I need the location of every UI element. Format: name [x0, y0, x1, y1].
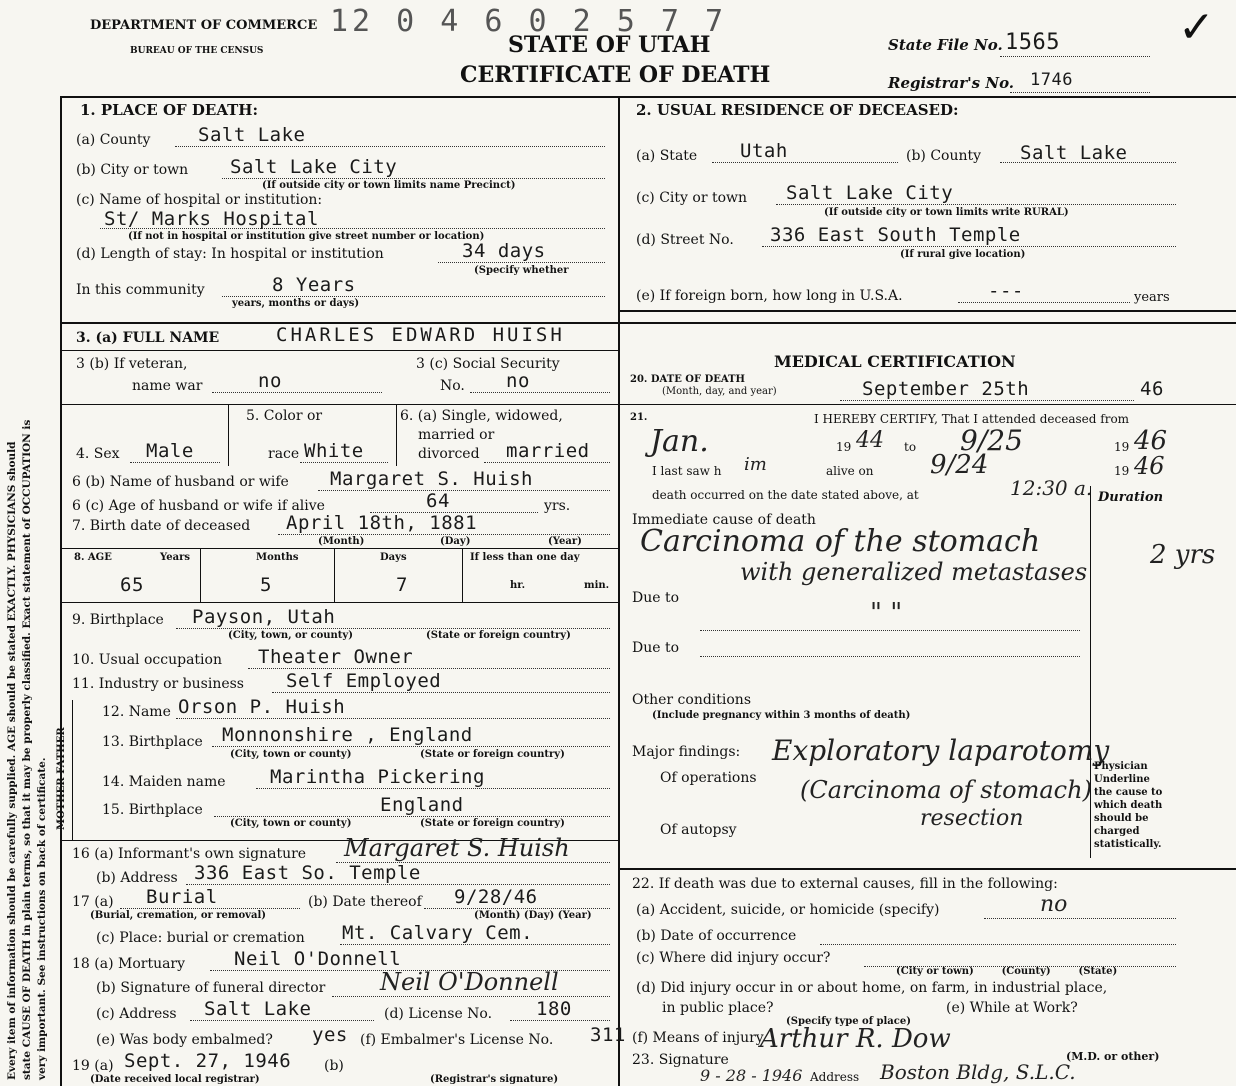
- death-date-label: 20. DATE OF DEATH: [630, 374, 745, 385]
- color-value: White: [304, 440, 364, 462]
- home-label-1: (d) Did injury occur in or about home, on farm, in industrial place,: [636, 980, 1108, 996]
- immediate-cause-label: Immediate cause of death: [632, 512, 816, 528]
- mortuary-label: 18 (a) Mortuary: [72, 956, 186, 972]
- duration-label: Duration: [1098, 490, 1164, 505]
- ssn-label-2: No.: [440, 378, 465, 394]
- marital-label-2: married or: [418, 427, 495, 443]
- checkmark-icon: ✓: [1178, 2, 1215, 53]
- license-value: 180: [536, 998, 572, 1020]
- license-label: (d) License No.: [384, 1006, 493, 1022]
- father-label: FATHER: [56, 727, 67, 774]
- mother-name-value: Marintha Pickering: [270, 766, 485, 788]
- title-certificate: CERTIFICATE OF DEATH: [460, 62, 771, 88]
- immediate-cause-1: Carcinoma of the stomach: [640, 524, 1041, 559]
- residence-heading: 2. USUAL RESIDENCE OF DECEASED:: [636, 101, 959, 119]
- res-city-label: (c) City or town: [636, 190, 748, 206]
- state-file-label: State File No.: [888, 36, 1003, 54]
- death-date-value: September 25th: [862, 378, 1030, 400]
- age-years-label: Years: [160, 552, 191, 563]
- full-name-label: 3. (a) FULL NAME: [76, 330, 220, 346]
- marital-label-3: divorced: [418, 446, 480, 462]
- birthdate-month-note: (Month): [318, 536, 365, 547]
- pod-stay-value: 34 days: [462, 240, 546, 262]
- occurred-label: death occurred on the date stated above, at: [652, 488, 919, 502]
- to-year: 46: [1134, 426, 1168, 456]
- informant-signature: Margaret S. Huish: [344, 834, 570, 862]
- father-birth-note-2: (State or foreign country): [420, 749, 565, 760]
- res-street-value: 336 East South Temple: [770, 224, 1021, 246]
- means-label: (f) Means of injury: [632, 1030, 764, 1046]
- received-note: (Date received local registrar): [90, 1074, 260, 1085]
- spouse-age-unit: yrs.: [544, 498, 571, 514]
- res-foreign-value: ---: [988, 280, 1024, 302]
- immediate-cause-2: with generalized metastases: [740, 558, 1088, 586]
- external-heading: 22. If death was due to external causes, fill in the following:: [632, 876, 1058, 892]
- instructions-line-3: very important. See instructions on back of certificate.: [36, 757, 48, 1080]
- received-value: Sept. 27, 1946: [124, 1050, 292, 1072]
- instructions-line-1: Every item of information should be carefully supplied. AGE should be stated EXACTLY. PHYSICIANS should: [6, 441, 18, 1080]
- informant-address-value: 336 East So. Temple: [194, 862, 421, 884]
- birthdate-label: 7. Birth date of deceased: [72, 518, 251, 534]
- spouse-label: 6 (b) Name of husband or wife: [72, 474, 289, 490]
- due-to-1-value: " ": [870, 598, 903, 628]
- birthplace-note-1: (City, town, or county): [228, 630, 353, 641]
- res-county-label: (b) County: [906, 148, 982, 164]
- signature-label: 23. Signature: [632, 1052, 729, 1068]
- accident-label: (a) Accident, suicide, or homicide (specify): [636, 902, 940, 918]
- bureau-label: BUREAU OF THE CENSUS: [130, 46, 264, 56]
- pod-hospital-note: (If not in hospital or institution give street number or location): [128, 231, 485, 242]
- age-hr-label: hr.: [510, 580, 526, 591]
- father-birth-label: 13. Birthplace: [102, 734, 203, 750]
- last-saw-label: I last saw h: [652, 464, 722, 478]
- pod-city-label: (b) City or town: [76, 162, 189, 178]
- occupation-value: Theater Owner: [258, 646, 414, 668]
- birthplace-note-2: (State or foreign country): [426, 630, 571, 641]
- pod-community-note: years, months or days): [232, 298, 360, 309]
- mother-birth-note-1: (City, town or county): [230, 818, 352, 829]
- age-label: 8. AGE: [74, 552, 112, 563]
- frame-left: [60, 96, 62, 1086]
- burial-date-note: (Month) (Day) (Year): [474, 910, 592, 921]
- occupation-label: 10. Usual occupation: [72, 652, 222, 668]
- registrar-sig-note: (Registrar's signature): [430, 1074, 559, 1085]
- father-name-label: 12. Name: [102, 704, 171, 720]
- department-label: DEPARTMENT OF COMMERCE: [90, 18, 318, 33]
- color-label-1: 5. Color or: [246, 408, 323, 424]
- stamp-number: 12 0 4 6 0 2 5 7 7: [330, 4, 728, 39]
- veteran-label-1: 3 (b) If veteran,: [76, 356, 188, 372]
- res-street-note: (If rural give location): [900, 249, 1026, 260]
- due-to-1-label: Due to: [632, 590, 680, 606]
- birthdate-day-note: (Day): [440, 536, 471, 547]
- mother-birth-value: England: [380, 794, 464, 816]
- to-label: to: [904, 440, 917, 454]
- marital-label-1: 6. (a) Single, widowed,: [400, 408, 563, 424]
- embalmed-value: yes: [312, 1024, 348, 1046]
- from-year: 44: [856, 428, 884, 453]
- burial-address-value: Salt Lake: [204, 998, 312, 1020]
- alive-on: 9/24: [930, 450, 989, 480]
- physician-note: Physician Underline the cause to which death should be charged statistically.: [1094, 761, 1163, 850]
- sex-label: 4. Sex: [76, 446, 120, 462]
- burial-date-label: (b) Date thereof: [308, 894, 422, 910]
- autopsy-label: Of autopsy: [660, 822, 737, 838]
- registrar-value: 1746: [1030, 70, 1073, 90]
- embalmer-value: 311: [590, 1024, 626, 1046]
- sig-address-label: Address: [810, 1070, 860, 1084]
- director-signature: Neil O'Donnell: [380, 968, 559, 996]
- md-label: (M.D. or other): [1066, 1050, 1160, 1063]
- operations-hand-2: (Carcinoma of stomach): [800, 776, 1092, 804]
- sig-address: Boston Bldg, S.L.C.: [880, 1060, 1076, 1084]
- to-year-prefix: 19: [1114, 440, 1130, 454]
- father-birth-note-1: (City, town or county): [230, 749, 352, 760]
- due-to-2-label: Due to: [632, 640, 680, 656]
- age-months-label: Months: [256, 552, 299, 563]
- disposal-label: 17 (a): [72, 894, 114, 910]
- major-findings-label: Major findings:: [632, 744, 741, 760]
- father-birth-value: Monnonshire , England: [222, 724, 473, 746]
- burial-address-label: (c) Address: [96, 1006, 177, 1022]
- instructions-line-2: state CAUSE OF DEATH in plain terms, so that it may be properly classified. Exact statement of OCCUPATION is: [21, 419, 33, 1080]
- other-conditions-label: Other conditions: [632, 692, 752, 708]
- work-label: (e) While at Work?: [946, 1000, 1078, 1016]
- color-label-2: race: [268, 446, 300, 462]
- father-name-value: Orson P. Huish: [178, 696, 346, 718]
- home-note: (Specify type of place): [786, 1016, 911, 1027]
- age-months-value: 5: [260, 574, 272, 596]
- pod-county-value: Salt Lake: [198, 124, 306, 146]
- signature-date: 9 - 28 - 1946: [700, 1066, 803, 1085]
- state-file-value: 1565: [1005, 30, 1060, 55]
- last-saw-hand: im: [744, 454, 767, 475]
- mother-label: MOTHER: [56, 777, 67, 830]
- res-foreign-unit: years: [1134, 290, 1170, 305]
- mother-birth-label: 15. Birthplace: [102, 802, 203, 818]
- birthplace-value: Payson, Utah: [192, 606, 336, 628]
- ssn-label-1: 3 (c) Social Security: [416, 356, 560, 372]
- operations-label: Of operations: [660, 770, 757, 786]
- received-label: 19 (a): [72, 1058, 114, 1074]
- burial-place-label: (c) Place: burial or cremation: [96, 930, 305, 946]
- spouse-age-value: 64: [426, 490, 450, 512]
- certify-text: I HEREBY CERTIFY, That I attended deceased from: [814, 412, 1130, 426]
- birthplace-label: 9. Birthplace: [72, 612, 164, 628]
- birthdate-year-note: (Year): [548, 536, 582, 547]
- home-label-2: in public place?: [662, 1000, 774, 1016]
- operations-hand-3: resection: [920, 806, 1024, 831]
- veteran-value: no: [258, 370, 282, 392]
- certify-number: 21.: [630, 412, 648, 423]
- title-state: STATE OF UTAH: [508, 32, 711, 58]
- attended-from: Jan.: [650, 424, 709, 459]
- duration-value: 2 yrs: [1150, 540, 1216, 570]
- place-of-death-heading: 1. PLACE OF DEATH:: [80, 101, 259, 119]
- ssn-value: no: [506, 370, 530, 392]
- operations-hand-1: Exploratory laparotomy: [772, 734, 1110, 767]
- mortuary-value: Neil O'Donnell: [234, 948, 402, 970]
- veteran-label-2: name war: [132, 378, 203, 394]
- instructions-sidebar: [2, 100, 54, 1080]
- pod-community-value: 8 Years: [272, 274, 356, 296]
- where-note: (City or town) (County) (State): [896, 966, 1118, 977]
- alive-label: alive on: [826, 464, 874, 478]
- age-days-value: 7: [396, 574, 408, 596]
- res-state-label: (a) State: [636, 148, 698, 164]
- mother-name-label: 14. Maiden name: [102, 774, 226, 790]
- pod-hospital-label: (c) Name of hospital or institution:: [76, 192, 323, 208]
- registrar-label: Registrar's No.: [888, 74, 1015, 92]
- res-city-note: (If outside city or town limits write RURAL): [824, 207, 1069, 218]
- from-year-prefix: 19: [836, 440, 852, 454]
- pod-stay-label: (d) Length of stay: In hospital or institution: [76, 246, 384, 262]
- accident-value: no: [1040, 892, 1068, 917]
- frame-middle: [618, 96, 620, 1086]
- mother-birth-note-2: (State or foreign country): [420, 818, 565, 829]
- age-days-label: Days: [380, 552, 407, 563]
- disposal-note: (Burial, cremation, or removal): [90, 910, 266, 921]
- res-city-value: Salt Lake City: [786, 182, 954, 204]
- res-street-label: (d) Street No.: [636, 232, 734, 248]
- age-lessday-label: If less than one day: [470, 552, 580, 563]
- res-county-value: Salt Lake: [1020, 142, 1128, 164]
- spouse-age-label: 6 (c) Age of husband or wife if alive: [72, 498, 325, 514]
- registrar-sig-label: (b): [324, 1058, 344, 1074]
- physician-signature: Arthur R. Dow: [760, 1024, 951, 1054]
- spouse-value: Margaret S. Huish: [330, 468, 533, 490]
- occurred-time: 12:30 a.: [1010, 476, 1093, 500]
- occurrence-label: (b) Date of occurrence: [636, 928, 797, 944]
- death-date-note: (Month, day, and year): [662, 386, 777, 397]
- industry-label: 11. Industry or business: [72, 676, 244, 692]
- sex-value: Male: [146, 440, 194, 462]
- age-years-value: 65: [120, 574, 144, 596]
- pod-city-note: (If outside city or town limits name Precinct): [262, 180, 516, 191]
- alive-year-prefix: 19: [1114, 464, 1130, 478]
- full-name-value: CHARLES EDWARD HUISH: [276, 324, 565, 346]
- pod-county-label: (a) County: [76, 132, 151, 148]
- informant-address-label: (b) Address: [96, 870, 178, 886]
- alive-year: 46: [1134, 452, 1165, 480]
- birthdate-value: April 18th, 1881: [286, 512, 478, 534]
- age-min-label: min.: [584, 580, 610, 591]
- medical-heading: MEDICAL CERTIFICATION: [774, 352, 1016, 371]
- attended-to: 9/25: [960, 424, 1023, 457]
- other-conditions-note: (Include pregnancy within 3 months of death): [652, 710, 911, 721]
- pod-community-label: In this community: [76, 282, 205, 298]
- pod-city-value: Salt Lake City: [230, 156, 398, 178]
- disposal-value: Burial: [146, 886, 218, 908]
- where-label: (c) Where did injury occur?: [636, 950, 831, 966]
- frame-top: [60, 96, 1236, 98]
- death-date-year: 46: [1140, 378, 1164, 400]
- pod-stay-note: (Specify whether: [474, 265, 569, 276]
- pod-hospital-value: St/ Marks Hospital: [104, 208, 319, 230]
- informant-sig-label: 16 (a) Informant's own signature: [72, 846, 307, 862]
- embalmer-label: (f) Embalmer's License No.: [360, 1032, 554, 1048]
- parents-side-label: [56, 727, 67, 830]
- marital-value: married: [506, 440, 590, 462]
- burial-date-value: 9/28/46: [454, 886, 538, 908]
- res-state-value: Utah: [740, 140, 788, 162]
- industry-value: Self Employed: [286, 670, 442, 692]
- embalmed-label: (e) Was body embalmed?: [96, 1032, 273, 1048]
- burial-place-value: Mt. Calvary Cem.: [342, 922, 534, 944]
- director-sig-label: (b) Signature of funeral director: [96, 980, 326, 996]
- res-foreign-label: (e) If foreign born, how long in U.S.A.: [636, 288, 903, 304]
